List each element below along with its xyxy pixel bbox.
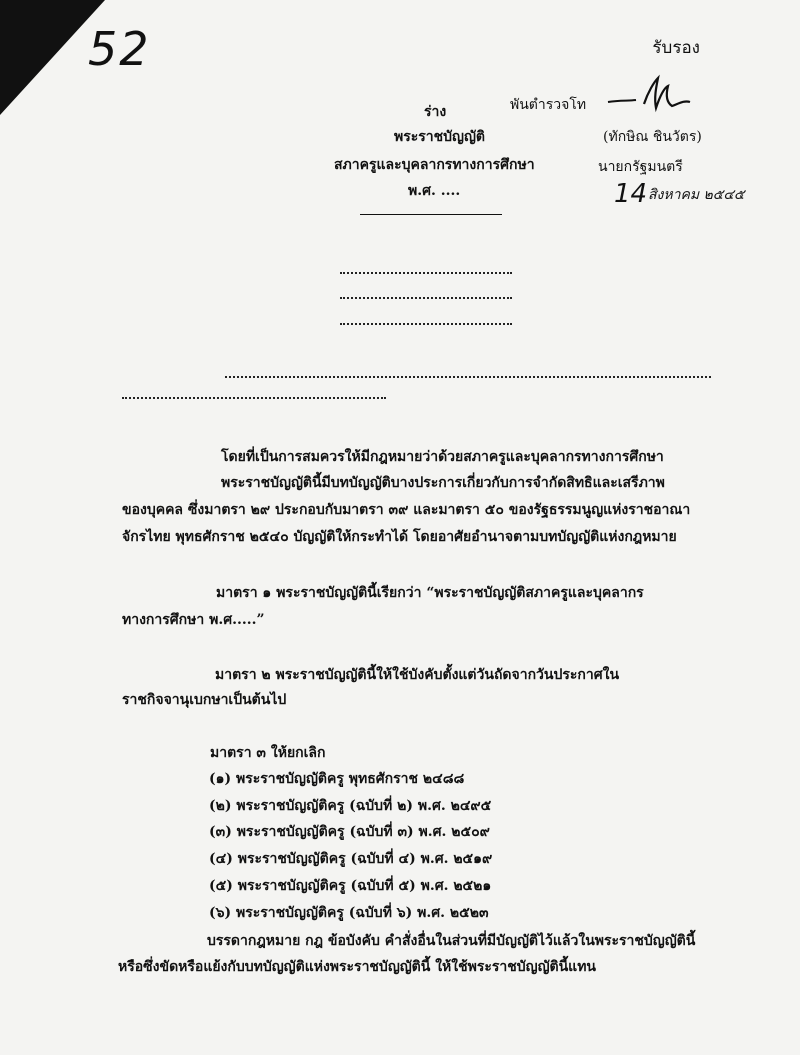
dotted-line (340, 323, 512, 325)
repealed-act-item: (๖) พระราชบัญญัติครู (ฉบับที่ ๖) พ.ศ. ๒๕๒๓ (209, 905, 489, 921)
repealed-act-item: (๑) พระราชบัญญัติครู พุทธศักราช ๒๔๘๘ (209, 771, 465, 787)
repealed-act-item: (๒) พระราชบัญญัติครู (ฉบับที่ ๒) พ.ศ. ๒๔๙๕ (209, 798, 492, 814)
endorsement-title: นายกรัฐมนตรี (598, 159, 683, 175)
section3-closing-line: หรือซึ่งขัดหรือแย้งกับบทบัญญัติแห่งพระราชบัญญัตินี้ ให้ใช้พระราชบัญญัตินี้แทน (118, 959, 596, 975)
dotted-line (340, 297, 512, 299)
dotted-line (340, 272, 512, 274)
endorsement-day: 14 (614, 179, 648, 209)
preamble-line: โดยที่เป็นการสมควรให้มีกฎหมายว่าด้วยสภาครูและบุคลากรทางการศึกษา (221, 449, 664, 465)
draft-title: สภาครูและบุคลากรทางการศึกษา (334, 157, 535, 173)
signature-mark (606, 74, 698, 114)
section1-line: ทางการศึกษา พ.ศ.....” (122, 612, 265, 628)
section1-line: มาตรา ๑ พระราชบัญญัตินี้เรียกว่า “พระราชบัญญัติสภาครูและบุคลากร (216, 585, 644, 601)
header-rule (360, 214, 502, 215)
section2-line: มาตรา ๒ พระราชบัญญัตินี้ให้ใช้บังคับตั้งแต่วันถัดจากวันประกาศใน (215, 667, 620, 683)
page-number: 52 (88, 22, 151, 76)
draft-label: ร่าง (424, 104, 447, 120)
section3-heading: มาตรา ๓ ให้ยกเลิก (210, 745, 326, 761)
section3-closing-line: บรรดากฎหมาย กฎ ข้อบังคับ คำสั่งอื่นในส่วนที่มีบัญญัติไว้แล้วในพระราชบัญญัตินี้ (207, 933, 696, 949)
preamble-line: จักรไทย พุทธศักราช ๒๕๔๐ บัญญัติให้กระทำได้ โดยอาศัยอำนาจตามบทบัญญัติแห่งกฎหมาย (122, 529, 677, 545)
repealed-act-item: (๓) พระราชบัญญัติครู (ฉบับที่ ๓) พ.ศ. ๒๕๐๙ (209, 824, 490, 840)
endorsement-date: สิงหาคม ๒๕๔๕ (648, 187, 745, 203)
dotted-line (225, 376, 711, 378)
draft-act: พระราชบัญญัติ (394, 129, 485, 145)
endorsement-heading: รับรอง (652, 38, 700, 58)
repealed-act-item: (๔) พระราชบัญญัติครู (ฉบับที่ ๔) พ.ศ. ๒๕๑๙ (209, 851, 493, 867)
dotted-line (122, 397, 386, 399)
preamble-line: พระราชบัญญัตินี้มีบทบัญญัติบางประการเกี่ยวกับการจำกัดสิทธิและเสรีภาพ (221, 475, 665, 491)
section2-line: ราชกิจจานุเบกษาเป็นต้นไป (122, 692, 287, 708)
draft-year: พ.ศ. .... (408, 183, 461, 199)
preamble-line: ของบุคคล ซึ่งมาตรา ๒๙ ประกอบกับมาตรา ๓๙ และมาตรา ๕๐ ของรัฐธรรมนูญแห่งราชอาณา (122, 502, 691, 518)
endorsement-rank: พันตำรวจโท (510, 97, 587, 113)
endorsement-name: (ทักษิณ ชินวัตร) (603, 129, 702, 145)
repealed-act-item: (๕) พระราชบัญญัติครู (ฉบับที่ ๕) พ.ศ. ๒๕๒๑ (209, 878, 492, 894)
